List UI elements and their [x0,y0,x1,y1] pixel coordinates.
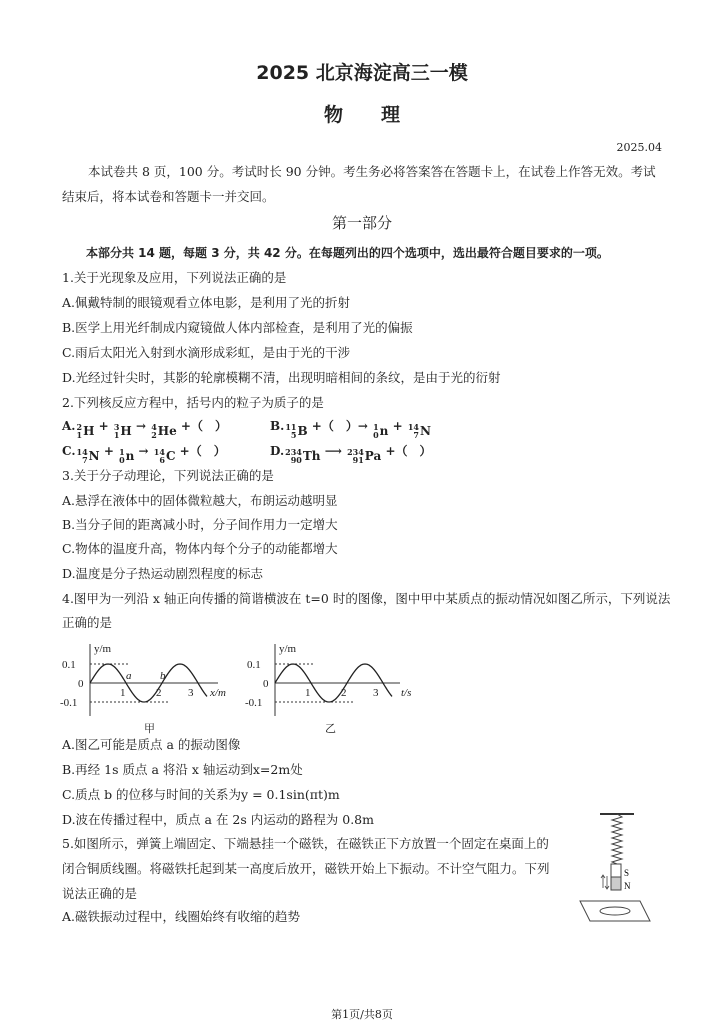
subject-title: 物 理 [323,104,400,126]
nuclide: 14 6 C [153,447,176,465]
up-down-arrow-icon [601,875,609,889]
option: A.图乙可能是质点 a 的振动图像 [62,737,241,752]
x-axis-label: t/s [401,687,412,699]
question-5-stem: 说法正确的是 [62,886,138,901]
magnet-s [611,864,621,877]
operator: +（ ） [381,444,432,458]
y-tick: 0.1 [247,659,261,671]
intro-line: 结束后，将本试卷和答题卡一并交回。 [62,189,275,204]
nuclide: 11 5 B [285,422,308,440]
option-label: D. [270,444,285,458]
option-label: A. [62,419,76,433]
nuclide: 2 1 H [76,422,95,440]
option: D.光经过针尖时，其影的轮廓模糊不清，出现明暗相间的条纹，是由于光的衍射 [62,370,501,385]
svg-text:S: S [624,868,630,878]
x-axis-label: x/m [210,687,226,699]
vibration-graph-yi [245,640,425,735]
option: C.质点 b 的位移与时间的关系为y = 0.1sin(πt)m [62,787,340,802]
option: D.温度是分子热运动剧烈程度的标志 [62,566,264,581]
x-tick: 1 [305,687,311,699]
question-4-stem: 正确的是 [62,615,113,630]
graph-caption: 乙 [325,723,336,735]
y-tick: 0 [78,678,84,690]
x-tick: 3 [188,687,194,699]
y-tick: 0 [263,678,269,690]
nuclide: 14 7 N [407,422,431,440]
spring-magnet-figure [572,806,662,926]
spring-icon [612,814,622,864]
x-tick: 2 [341,687,347,699]
question-2-stem: 2.下列核反应方程中，括号内的粒子为质子的是 [62,395,324,410]
y-axis-label: y/m [279,643,297,655]
option-label: B. [270,419,285,433]
desk [580,901,650,921]
option-equation [270,443,432,464]
nuclide: 234 91 Pa [347,447,382,465]
intro-line: 本试卷共 8 页，100 分。考试时长 90 分钟。考生务必将答案答在答题卡上，在试卷上作答无效。考试 [88,164,656,179]
operator: + [94,419,113,433]
option: A.磁铁振动过程中，线圈始终有收缩的趋势 [62,909,301,924]
operator: ⟶ [320,444,347,458]
y-axis-label: y/m [94,643,112,655]
point-b-label: b [160,670,166,682]
y-tick: -0.1 [245,697,263,709]
section-instructions: 本部分共 14 题，每题 3 分，共 42 分。在每题列出的四个选项中，选出最符合题目要求的一项。 [86,246,609,260]
operator: → [131,419,151,433]
wave-graph-jia [60,640,240,735]
nuclide: 1 0 n [119,447,135,465]
point-a-label: a [126,670,132,682]
exam-title: 2025 北京海淀高三一模 [256,62,468,84]
magnet-n [611,877,621,890]
question-3-stem: 3.关于分子动理论，下列说法正确的是 [62,468,274,483]
y-tick: -0.1 [60,697,78,709]
option-equation [270,418,431,439]
operator: → [134,444,153,458]
exam-date: 2025.04 [616,141,662,154]
option: A.悬浮在液体中的固体微粒越大，布朗运动越明显 [62,493,338,508]
option: D.波在传播过程中，质点 a 在 2s 内运动的路程为 0.8m [62,812,374,827]
option-equation [62,443,226,464]
x-tick: 1 [120,687,126,699]
option-label: C. [62,444,76,458]
option: B.再经 1s 质点 a 将沿 x 轴运动到x=2m处 [62,762,303,777]
option: C.雨后太阳光入射到水滴形成彩虹，是由于光的干涉 [62,345,351,360]
operator: +（ ） [176,419,227,433]
y-tick: 0.1 [62,659,76,671]
operator: + [388,419,407,433]
svg-text:N: N [624,881,631,891]
option: B.当分子间的距离减小时，分子间作用力一定增大 [62,517,338,532]
operator: +（ ）→ [307,419,373,433]
nuclide: 4 2 He [151,422,177,440]
nuclide: 14 7 N [76,447,100,465]
operator: + [99,444,119,458]
operator: +（ ） [175,444,226,458]
nuclide: 1 0 n [373,422,389,440]
page-footer: 第1页/共8页 [331,1008,393,1021]
graph-caption: 甲 [144,723,155,735]
option-equation [62,418,227,439]
option: A.佩戴特制的眼镜观看立体电影，是利用了光的折射 [62,295,351,310]
section-title: 第一部分 [331,214,392,232]
question-5-stem: 5.如图所示，弹簧上端固定、下端悬挂一个磁铁，在磁铁正下方放置一个固定在桌面上的 [62,836,549,851]
option: C.物体的温度升高，物体内每个分子的动能都增大 [62,541,338,556]
option: B.医学上用光纤制成内窥镜做人体内部检查，是利用了光的偏振 [62,320,413,335]
question-5-stem: 闭合铜质线圈。将磁铁托起到某一高度后放开，磁铁开始上下振动。不计空气阻力。下列 [62,861,550,876]
question-1-stem: 1.关于光现象及应用，下列说法正确的是 [62,270,287,285]
nuclide: 234 90 Th [285,447,321,465]
nuclide: 3 1 H [113,422,132,440]
question-4-stem: 4.图甲为一列沿 x 轴正向传播的简谐横波在 t=0 时的图像，图中甲中某质点的振动情况如图乙所示，下列说法 [62,591,671,606]
x-tick: 2 [156,687,162,699]
x-tick: 3 [373,687,379,699]
